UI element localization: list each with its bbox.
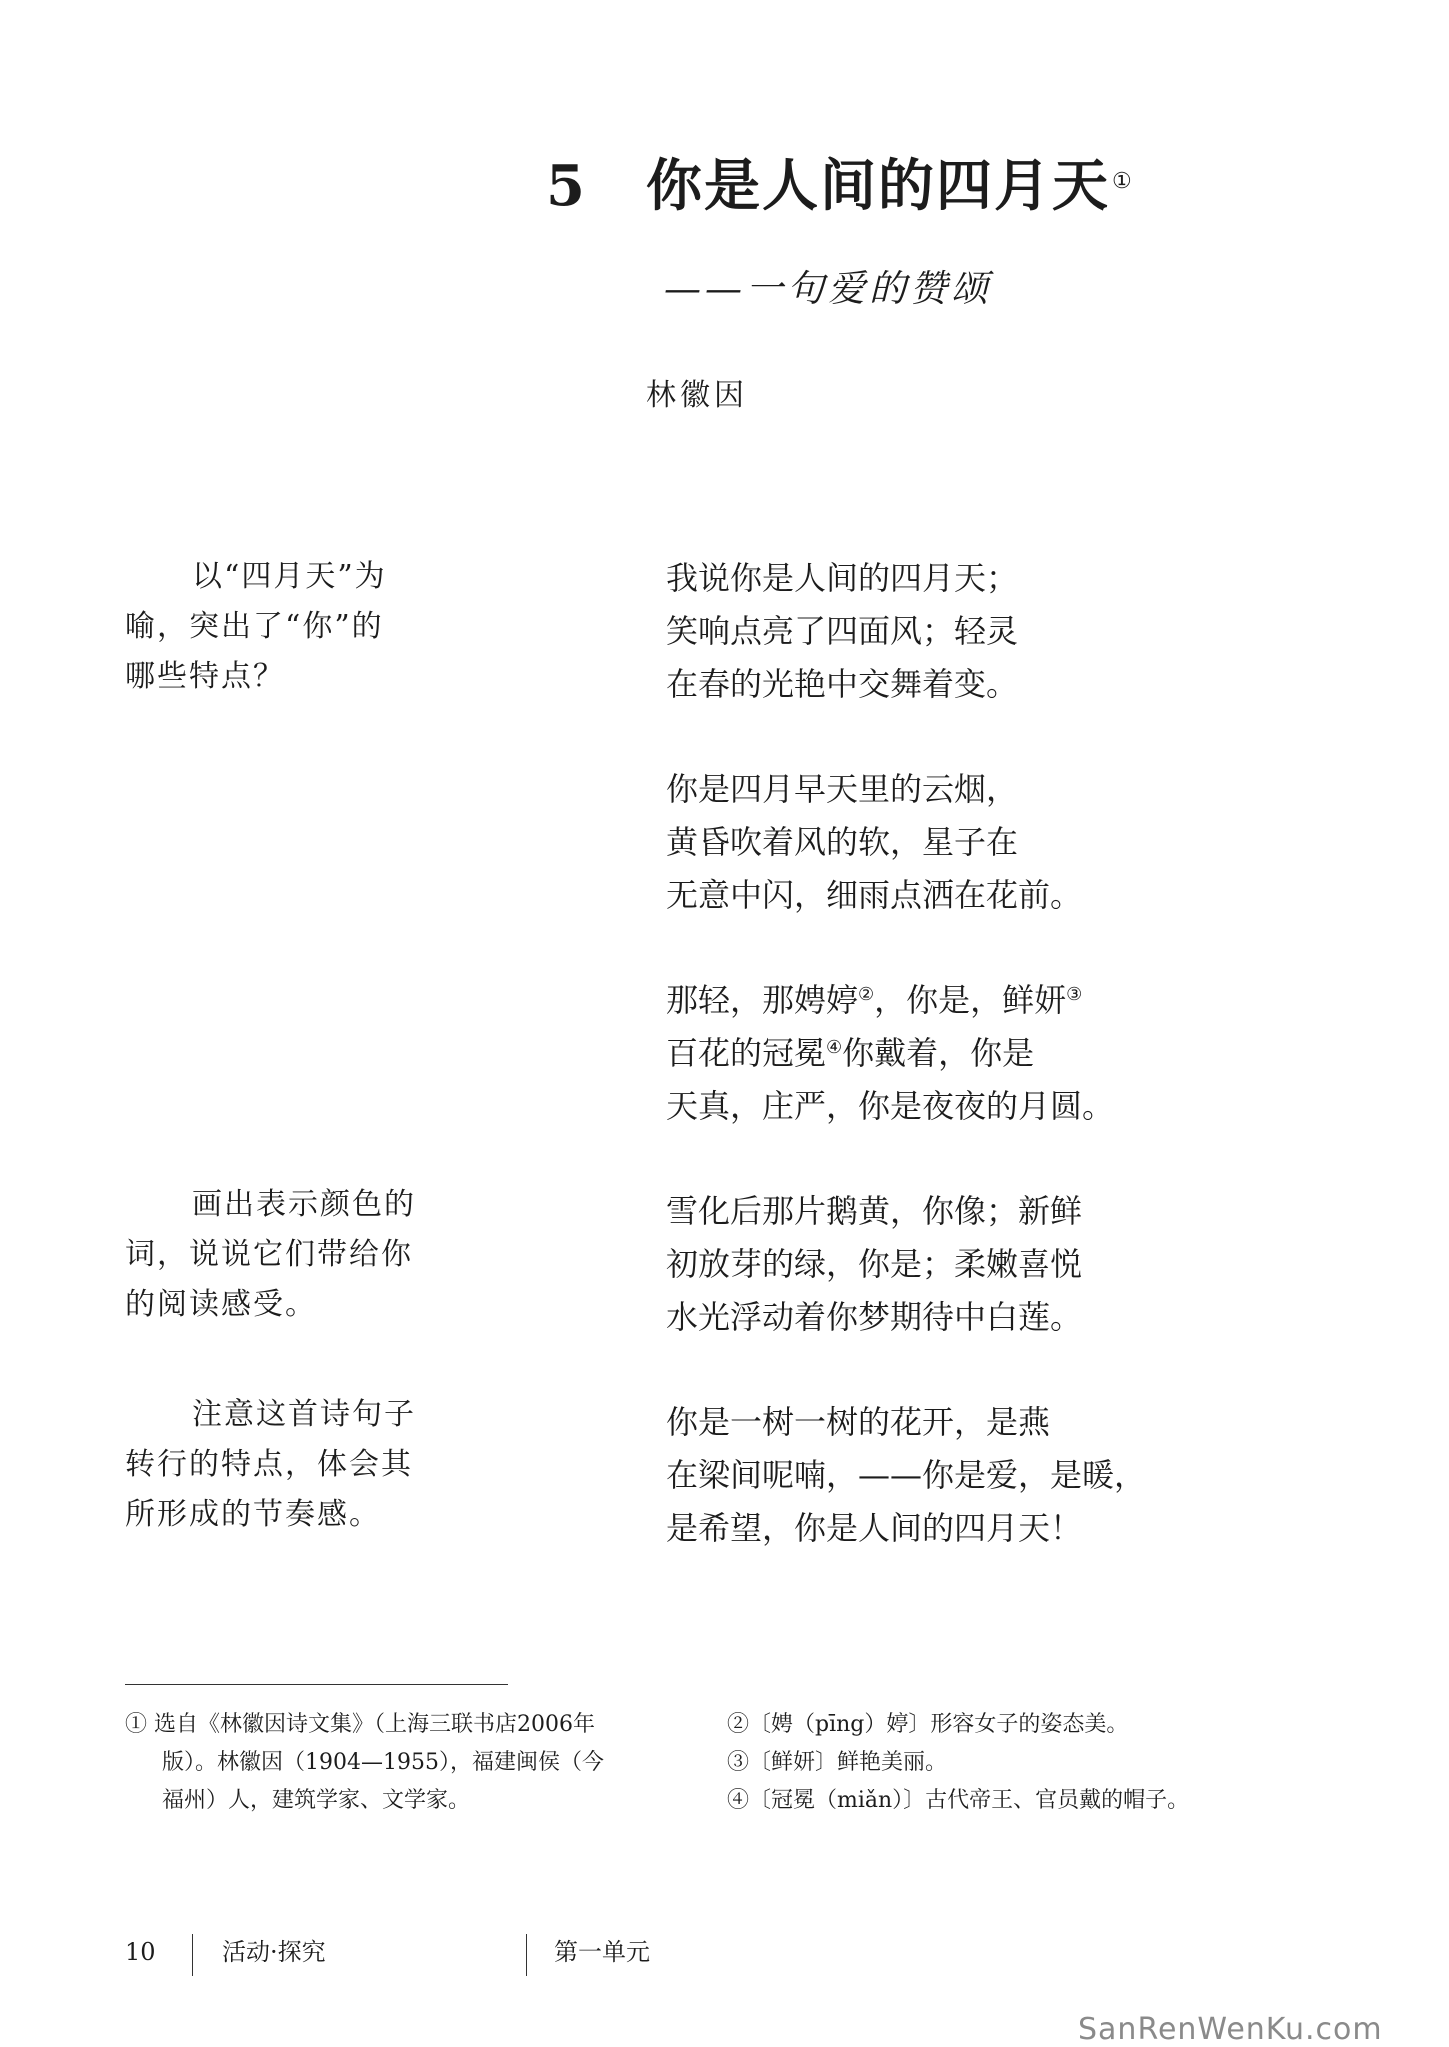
footnote-line: ②〔娉（pīng）婷〕形容女子的姿态美。	[727, 1712, 1129, 1737]
footnote-line: 福州）人，建筑学家、文学家。	[162, 1788, 471, 1813]
side-note-line: 转行的特点，体会其	[125, 1447, 413, 1482]
poem-line: 在春的光艳中交舞着变。	[666, 665, 1019, 703]
side-note-line: 哪些特点？	[125, 659, 285, 694]
side-note-line: 画出表示颜色的	[192, 1187, 416, 1222]
poem-line: 黄昏吹着风的软，星子在	[666, 823, 1019, 861]
poem-text: 那轻，那娉婷	[666, 981, 859, 1019]
lesson-subtitle: ——一句爱的赞颂	[664, 267, 992, 310]
poem-text: ，你是，鲜妍	[874, 981, 1067, 1019]
poem-line: 雪化后那片鹅黄，你像；新鲜	[666, 1192, 1083, 1230]
title-footnote-mark[interactable]: ①	[1112, 169, 1134, 194]
footer-divider	[192, 1934, 193, 1976]
footnote-divider	[125, 1684, 508, 1685]
poem-stanza-4	[666, 1185, 1082, 1344]
poem-text: 你戴着，你是	[842, 1034, 1035, 1072]
poem-line: 是希望，你是人间的四月天！	[666, 1509, 1083, 1547]
footnote-line: ④〔冠冕（miǎn）〕古代帝王、官员戴的帽子。	[727, 1788, 1190, 1813]
footnote-mark-3[interactable]: ③	[1066, 984, 1083, 1005]
footnote-mark-2[interactable]: ②	[858, 984, 875, 1005]
footnote-line: ① 选自《林徽因诗文集》（上海三联书店2006年	[125, 1712, 595, 1737]
footnotes-left	[125, 1706, 670, 1820]
side-note-line: 喻，突出了“你”的	[125, 609, 384, 644]
side-note-line: 的阅读感受。	[125, 1287, 317, 1322]
poem-stanza-3	[666, 974, 1114, 1133]
poem-line: 水光浮动着你梦期待中白莲。	[666, 1298, 1083, 1336]
poem-line: 无意中闪，细雨点洒在花前。	[666, 876, 1083, 914]
poem-stanza-5	[666, 1396, 1146, 1555]
poem-line: 你是一树一树的花开，是燕	[666, 1403, 1051, 1441]
poem-line	[666, 1027, 1114, 1080]
poem-line	[666, 974, 1114, 1027]
watermark: SanRenWenKu.com	[1078, 2012, 1383, 2047]
footer-unit: 第一单元	[554, 1938, 650, 1966]
poem-line: 你是四月早天里的云烟，	[666, 770, 1019, 808]
poem-line: 笑响点亮了四面风；轻灵	[666, 612, 1019, 650]
side-note-2	[125, 1180, 435, 1330]
lesson-number: 5	[546, 153, 587, 219]
poem-line: 我说你是人间的四月天；	[666, 559, 1019, 597]
poem-stanza-2	[666, 763, 1082, 922]
side-note-1	[125, 552, 435, 702]
poem-line: 初放芽的绿，你是；柔嫩喜悦	[666, 1245, 1083, 1283]
side-note-line: 注意这首诗句子	[192, 1397, 416, 1432]
poem-line: 在梁间呢喃，——你是爱，是暖，	[666, 1456, 1147, 1494]
footnote-line: 版）。林徽因（1904—1955），福建闽侯（今	[162, 1750, 604, 1775]
footnotes-right	[727, 1706, 1347, 1820]
side-note-line: 词，说说它们带给你	[125, 1237, 413, 1272]
lesson-title-text: 你是人间的四月天	[646, 153, 1110, 219]
side-note-3	[125, 1390, 435, 1540]
side-note-line: 所形成的节奏感。	[125, 1497, 381, 1532]
lesson-title	[546, 146, 1134, 226]
poem-text: 百花的冠冕	[666, 1034, 827, 1072]
poem-stanza-1	[666, 552, 1018, 711]
footer-divider	[526, 1934, 527, 1976]
footnote-mark-4[interactable]: ④	[826, 1037, 843, 1058]
footnote-line: ③〔鲜妍〕鲜艳美丽。	[727, 1750, 948, 1775]
side-note-line: 以“四月天”为	[192, 559, 387, 594]
author-name: 林徽因	[646, 378, 748, 413]
page-number: 10	[125, 1938, 156, 1966]
footer-section: 活动·探究	[222, 1938, 326, 1966]
poem-line: 天真，庄严，你是夜夜的月圆。	[666, 1087, 1115, 1125]
